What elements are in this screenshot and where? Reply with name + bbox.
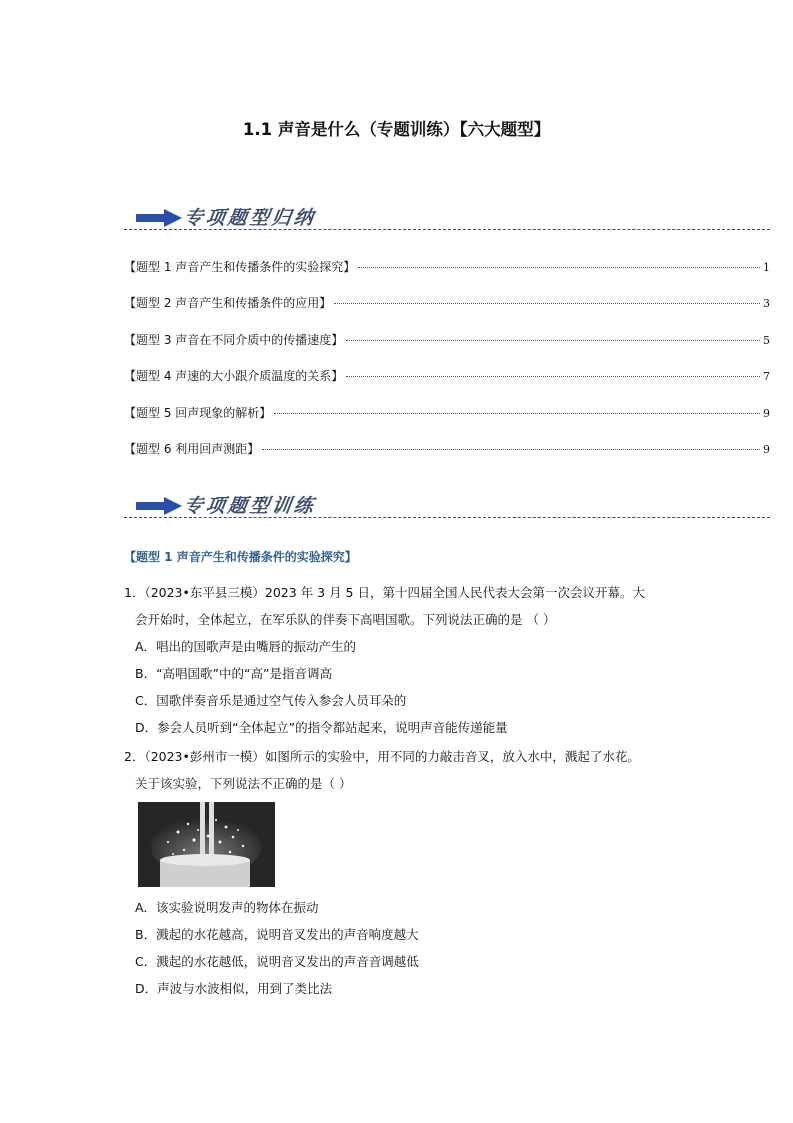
option-c[interactable]: C．溅起的水花越低，说明音叉发出的声音音调越低 xyxy=(135,954,419,969)
option-d[interactable]: D．声波与水波相似，用到了类比法 xyxy=(135,981,333,996)
table-of-contents xyxy=(124,258,770,476)
toc-label: 【题型 4 声速的大小跟介质温度的关系】 xyxy=(124,369,344,384)
banner-divider xyxy=(124,517,770,518)
toc-leader xyxy=(262,449,760,450)
section-heading: 【题型 1 声音产生和传播条件的实验探究】 xyxy=(124,550,357,564)
toc-leader xyxy=(274,413,760,414)
question-stem-cont: 会开始时，全体起立，在军乐队的伴奏下高唱国歌。下列说法正确的是 （ ） xyxy=(135,612,556,627)
toc-leader xyxy=(358,267,760,268)
toc-leader xyxy=(346,340,760,341)
toc-label: 【题型 2 声音产生和传播条件的应用】 xyxy=(124,296,332,311)
question-stem: 1．（2023•东平县三模）2023 年 3 月 5 日，第十四届全国人民代表大会第一次会议开幕。大 xyxy=(124,585,645,600)
toc-page: 9 xyxy=(763,442,770,456)
section-banner-training xyxy=(124,489,770,529)
question-2-options xyxy=(124,894,770,1002)
tuning-fork-water-photo xyxy=(138,802,275,887)
toc-item[interactable] xyxy=(124,367,770,403)
toc-page: 3 xyxy=(763,297,770,311)
section-banner-summary xyxy=(124,201,770,241)
toc-item[interactable] xyxy=(124,331,770,367)
banner-text: 专项题型归纳 xyxy=(182,207,318,229)
page-title: 1.1 声音是什么（专题训练）【六大题型】 xyxy=(242,120,551,139)
arrow-right-icon xyxy=(136,209,182,227)
question-stem-cont: 关于该实验，下列说法不正确的是（ ） xyxy=(135,776,352,791)
option-a[interactable]: A．唱出的国歌声是由嘴唇的振动产生的 xyxy=(135,639,357,654)
toc-leader xyxy=(334,303,760,304)
banner-text: 专项题型训练 xyxy=(182,495,318,517)
toc-page: 5 xyxy=(763,333,770,347)
question-1 xyxy=(124,579,770,741)
toc-label: 【题型 1 声音产生和传播条件的实验探究】 xyxy=(124,260,356,274)
toc-leader xyxy=(346,376,760,377)
arrow-right-icon xyxy=(136,497,182,515)
question-stem: 2．（2023•彭州市一模）如图所示的实验中，用不同的力敲击音叉，放入水中，溅起了水花。 xyxy=(124,749,640,764)
question-2 xyxy=(124,743,770,797)
option-d[interactable]: D．参会人员听到“全体起立”的指令都站起来，说明声音能传递能量 xyxy=(135,720,508,735)
toc-item[interactable] xyxy=(124,440,770,476)
option-c[interactable]: C．国歌伴奏音乐是通过空气传入参会人员耳朵的 xyxy=(135,693,407,708)
toc-page: 9 xyxy=(763,406,770,420)
toc-page: 7 xyxy=(763,370,770,384)
toc-item[interactable] xyxy=(124,258,770,294)
toc-label: 【题型 3 声音在不同介质中的传播速度】 xyxy=(124,332,344,347)
option-a[interactable]: A．该实验说明发声的物体在振动 xyxy=(135,900,319,915)
option-b[interactable]: B．“高唱国歌”中的“高”是指音调高 xyxy=(135,666,332,681)
toc-item[interactable] xyxy=(124,404,770,440)
option-b[interactable]: B．溅起的水花越高，说明音叉发出的声音响度越大 xyxy=(135,927,419,942)
toc-label: 【题型 5 回声现象的解析】 xyxy=(124,405,272,420)
toc-label: 【题型 6 利用回声测距】 xyxy=(124,441,260,456)
banner-divider xyxy=(124,229,770,230)
toc-page: 1 xyxy=(763,261,770,274)
toc-item[interactable] xyxy=(124,294,770,330)
